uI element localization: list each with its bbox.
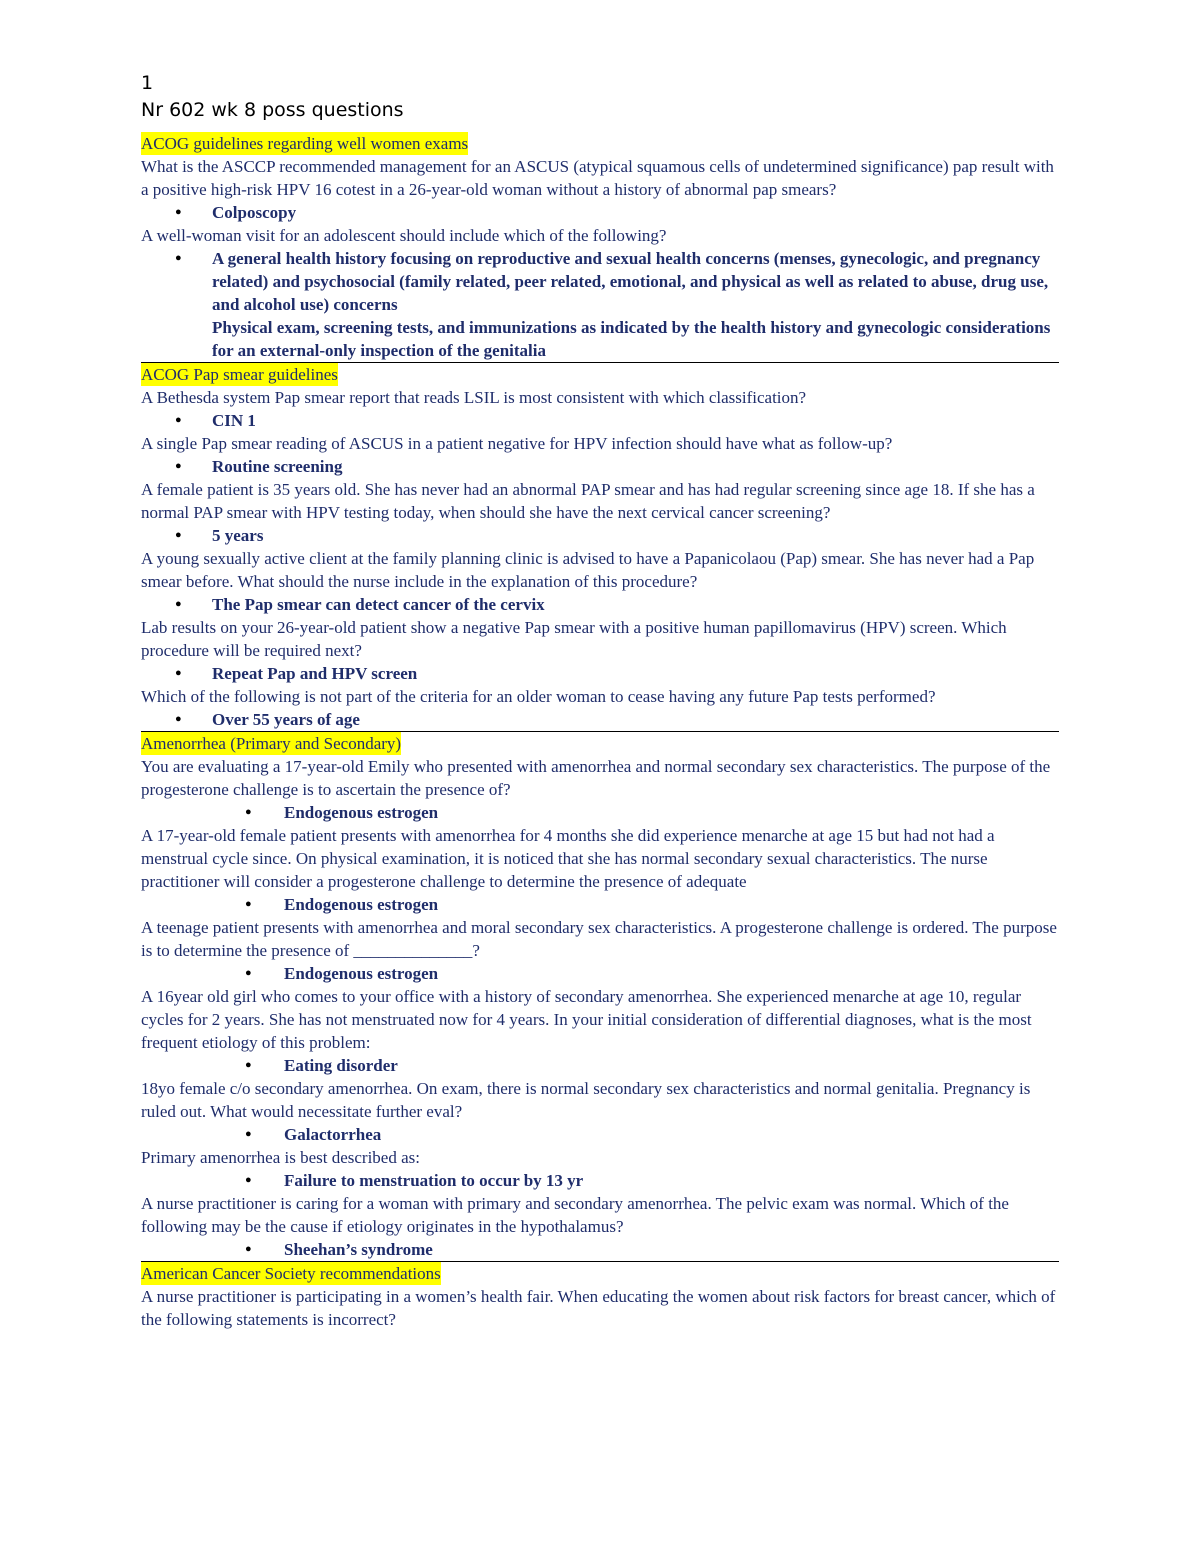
document-title: Nr 602 wk 8 poss questions: [141, 99, 404, 121]
answer-bullet: [141, 201, 1059, 224]
answer-text: Galactorrhea: [284, 1125, 382, 1144]
section-amenorrhea: [141, 732, 1059, 1262]
answer-text: Over 55 years of age: [212, 710, 360, 729]
answer-bullet: [141, 893, 1059, 916]
answer-bullet: [141, 1054, 1059, 1077]
answer-text: Endogenous estrogen: [284, 964, 439, 983]
question-text: Lab results on your 26-year-old patient show a negative Pap smear with a positive human papillomavirus (HPV) screen. Which procedure will be required next?: [141, 618, 1007, 660]
question-text: A nurse practitioner is caring for a woman with primary and secondary amenorrhea. The pelvic exam was normal. Which of the following may be the cause if etiology originates in the hypothalamus?: [141, 1194, 1009, 1236]
answer-bullet: [141, 1123, 1059, 1146]
question-text: Primary amenorrhea is best described as:: [141, 1148, 420, 1167]
question-text: A single Pap smear reading of ASCUS in a patient negative for HPV infection should have what as follow-up?: [141, 434, 893, 453]
answer-bullet: [141, 247, 1059, 362]
answer-bullet: [141, 801, 1059, 824]
question-text: A female patient is 35 years old. She has never had an abnormal PAP smear and has had regular screening since age 18. If she has a normal PAP smear with HPV testing today, when should she have the next cervical cancer screening?: [141, 480, 1035, 522]
question-text: 18yo female c/o secondary amenorrhea. On exam, there is normal secondary sex characteristics and normal genitalia. Pregnancy is ruled out. What would necessitate further eval?: [141, 1079, 1031, 1121]
answer-text: Repeat Pap and HPV screen: [212, 664, 418, 683]
question-text: A nurse practitioner is participating in a women’s health fair. When educating the women about risk factors for breast cancer, which of the following statements is incorrect?: [141, 1287, 1056, 1329]
answer-text: A general health history focusing on reproductive and sexual health concerns (menses, gynecologic, and pregnancy related) and psychosocial (family related, peer related, emotional, and physical as well as related to abuse, drug use, and alcohol use) concerns: [212, 249, 1049, 314]
answer-bullet: [141, 593, 1059, 616]
question-text: A Bethesda system Pap smear report that reads LSIL is most consistent with which classification?: [141, 388, 807, 407]
question-text: A young sexually active client at the family planning clinic is advised to have a Papanicolaou (Pap) smear. She has never had a Pap smear before. What should the nurse include in the explanation of this procedure?: [141, 549, 1035, 591]
question-text: What is the ASCCP recommended management for an ASCUS (atypical squamous cells of undetermined significance) pap result with a positive high-risk HPV 16 cotest in a 26-year-old woman without a history of abnormal pap smears?: [141, 157, 1054, 199]
question-text: A teenage patient presents with amenorrhea and moral secondary sex characteristics. A progesterone challenge is ordered. The purpose is to determine the presence of ______________?: [141, 918, 1057, 960]
section-heading: American Cancer Society recommendations: [141, 1264, 441, 1283]
section-heading: Amenorrhea (Primary and Secondary): [141, 734, 402, 753]
answer-text: 5 years: [212, 526, 264, 545]
page-number: 1: [141, 72, 154, 94]
answer-text: Sheehan’s syndrome: [284, 1240, 433, 1259]
answer-text: Colposcopy: [212, 203, 297, 222]
answer-text: Endogenous estrogen: [284, 895, 439, 914]
answer-bullet: [141, 708, 1059, 731]
question-text: Which of the following is not part of the criteria for an older woman to cease having any future Pap tests performed?: [141, 687, 936, 706]
document-page: [141, 72, 1059, 1331]
section-american-cancer-society: [141, 1262, 1059, 1331]
question-text: A 17-year-old female patient presents with amenorrhea for 4 months she did experience menarche at age 15 but had not had a menstrual cycle since. On physical examination, it is noticed that she has normal secondary sexual characteristics. The nurse practitioner will consider a progesterone challenge to determine the presence of adequate: [141, 826, 995, 891]
answer-text: Endogenous estrogen: [284, 803, 439, 822]
section-pap-smear-guidelines: [141, 363, 1059, 732]
answer-bullet: [141, 455, 1059, 478]
section-heading: ACOG Pap smear guidelines: [141, 365, 338, 384]
answer-bullet: [141, 524, 1059, 547]
question-text: You are evaluating a 17-year-old Emily who presented with amenorrhea and normal secondary sex characteristics. The purpose of the progesterone challenge is to ascertain the presence of?: [141, 757, 1051, 799]
answer-text: The Pap smear can detect cancer of the cervix: [212, 595, 545, 614]
section-heading: ACOG guidelines regarding well women exams: [141, 134, 469, 153]
answer-text-continued: Physical exam, screening tests, and immunizations as indicated by the health history and gynecologic considerations for an external-only inspection of the genitalia: [212, 318, 1051, 360]
answer-bullet: [141, 1169, 1059, 1192]
answer-text: Failure to menstruation to occur by 13 yr: [284, 1171, 584, 1190]
answer-bullet: [141, 1238, 1059, 1261]
answer-text: Routine screening: [212, 457, 343, 476]
answer-bullet: [141, 409, 1059, 432]
question-text: A 16year old girl who comes to your office with a history of secondary amenorrhea. She experienced menarche at age 10, regular cycles for 2 years. She has not menstruated now for 4 years. In your initial consideration of differential diagnoses, what is the most frequent etiology of this problem:: [141, 987, 1032, 1052]
answer-text: CIN 1: [212, 411, 256, 430]
answer-bullet: [141, 962, 1059, 985]
question-text: A well-woman visit for an adolescent should include which of the following?: [141, 226, 667, 245]
section-well-women-exams: [141, 132, 1059, 363]
answer-text: Eating disorder: [284, 1056, 398, 1075]
answer-bullet: [141, 662, 1059, 685]
